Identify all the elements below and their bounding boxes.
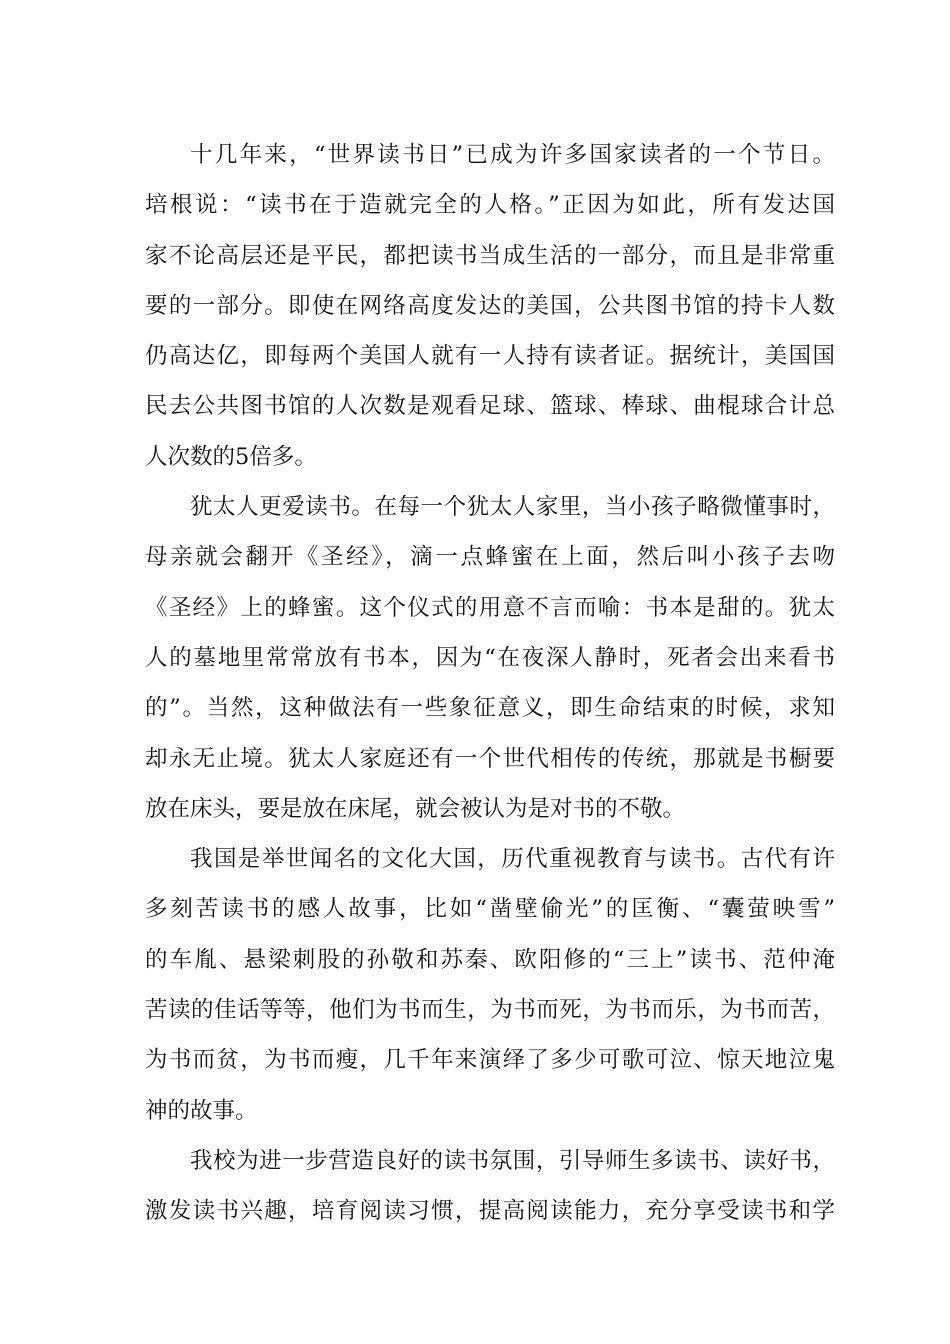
text-line: 民去公共图书馆的人次数是观看足球、篮球、棒球、曲棍球合计总 (145, 393, 835, 420)
text-line: 家不论高层还是平民，都把读书当成生活的一部分，而且是非常重 (145, 242, 835, 269)
text-line: 《圣经》上的蜂蜜。这个仪式的用意不言而喻：书本是甜的。犹太 (145, 594, 835, 621)
text-line: 人次数的5倍多。 (145, 443, 317, 470)
text-line: 我国是举世闻名的文化大国，历代重视教育与读书。古代有许 (190, 846, 835, 873)
text-line: 我校为进一步营造良好的读书氛围，引导师生多读书、读好书， (190, 1147, 835, 1174)
document-body (145, 130, 835, 1237)
text-line: 却永无止境。犹太人家庭还有一个世代相传的传统，那就是书橱要 (145, 745, 835, 772)
paragraph-2 (145, 482, 835, 834)
paragraph-1 (145, 130, 835, 482)
text-line: 培根说：“读书在于造就完全的人格。”正因为如此，所有发达国 (145, 192, 835, 219)
text-line: 犹太人更爱读书。在每一个犹太人家里，当小孩子略微懂事时， (190, 494, 835, 521)
text-line: 人的墓地里常常放有书本，因为“在夜深人静时，死者会出来看书 (145, 644, 835, 671)
text-line: 仍高达亿，即每两个美国人就有一人持有读者证。据统计，美国国 (145, 343, 835, 370)
text-line: 放在床头，要是放在床尾，就会被认为是对书的不敬。 (145, 795, 686, 822)
text-line: 十几年来，“世界读书日”已成为许多国家读者的一个节日。 (190, 142, 835, 168)
paragraph-4 (145, 1136, 835, 1237)
text-line: 母亲就会翻开《圣经》，滴一点蜂蜜在上面，然后叫小孩子去吻 (145, 544, 835, 571)
text-line: 激发读书兴趣，培育阅读习惯，提高阅读能力，充分享受读书和学 (145, 1198, 835, 1225)
paragraph-3 (145, 834, 835, 1136)
text-line: 神的故事。 (145, 1097, 258, 1124)
text-line: 要的一部分。即使在网络高度发达的美国，公共图书馆的持卡人数 (145, 292, 835, 319)
text-line: 多刻苦读书的感人故事，比如“凿壁偷光”的匡衡、“囊萤映雪” (145, 896, 835, 923)
text-line: 的”。当然，这种做法有一些象征意义，即生命结束的时候，求知 (145, 695, 835, 722)
text-line: 苦读的佳话等等，他们为书而生，为书而死，为书而乐，为书而苦， (145, 997, 835, 1024)
text-line: 为书而贫，为书而瘦，几千年来演绎了多少可歌可泣、惊天地泣鬼 (145, 1047, 835, 1074)
text-line: 的车胤、悬梁刺股的孙敬和苏秦、欧阳修的“三上”读书、范仲淹 (145, 946, 835, 973)
